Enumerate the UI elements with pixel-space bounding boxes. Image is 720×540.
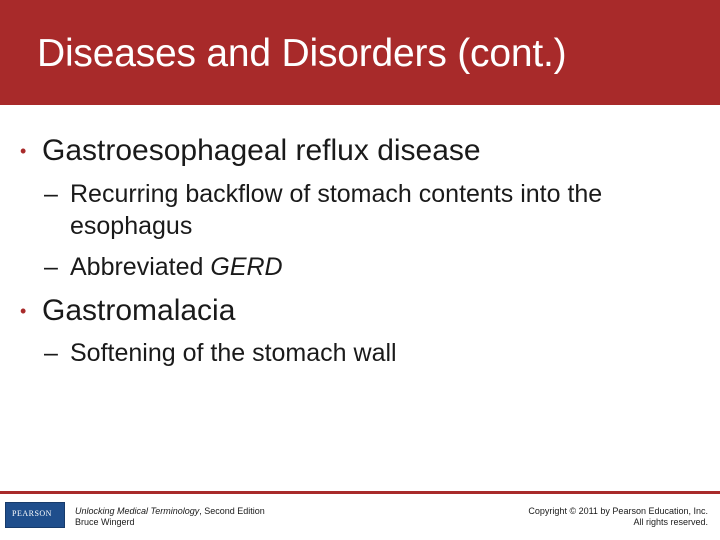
bullet-item	[20, 294, 236, 328]
pearson-logo-text: PEARSON	[12, 509, 52, 518]
abbreviation-gerd: GERD	[210, 253, 283, 281]
book-title: Unlocking Medical Terminology	[75, 506, 200, 516]
pearson-logo	[5, 502, 65, 528]
sub-text: Softening of the stomach wall	[70, 339, 397, 367]
sub-dash: –	[44, 180, 58, 208]
sub-text: Recurring backflow of stomach contents into the esophagus	[70, 180, 603, 240]
sub-dash: –	[44, 339, 58, 367]
copyright-text: Copyright © 2011 by Pearson Education, Inc.	[528, 506, 708, 516]
bullet-dot: •	[20, 301, 27, 321]
bullet-text: Gastromalacia	[42, 294, 236, 327]
bullet-text: Gastroesophageal reflux disease	[42, 134, 481, 167]
bullet-item	[20, 134, 481, 168]
sub-text-prefix: Abbreviated	[70, 253, 211, 281]
footer-rule	[0, 491, 720, 494]
book-edition: , Second Edition	[199, 506, 265, 516]
rights-text: All rights reserved.	[633, 517, 708, 527]
sub-item	[44, 337, 690, 369]
sub-text-abbrev	[70, 251, 690, 283]
book-author: Bruce Wingerd	[75, 517, 135, 527]
bullet-dot: •	[20, 141, 27, 161]
sub-item	[44, 251, 690, 283]
slide-title: Diseases and Disorders (cont.)	[37, 32, 567, 75]
sub-item	[44, 178, 690, 242]
footer-book-info	[75, 506, 265, 528]
footer-copyright	[528, 506, 708, 528]
sub-dash: –	[44, 253, 58, 281]
